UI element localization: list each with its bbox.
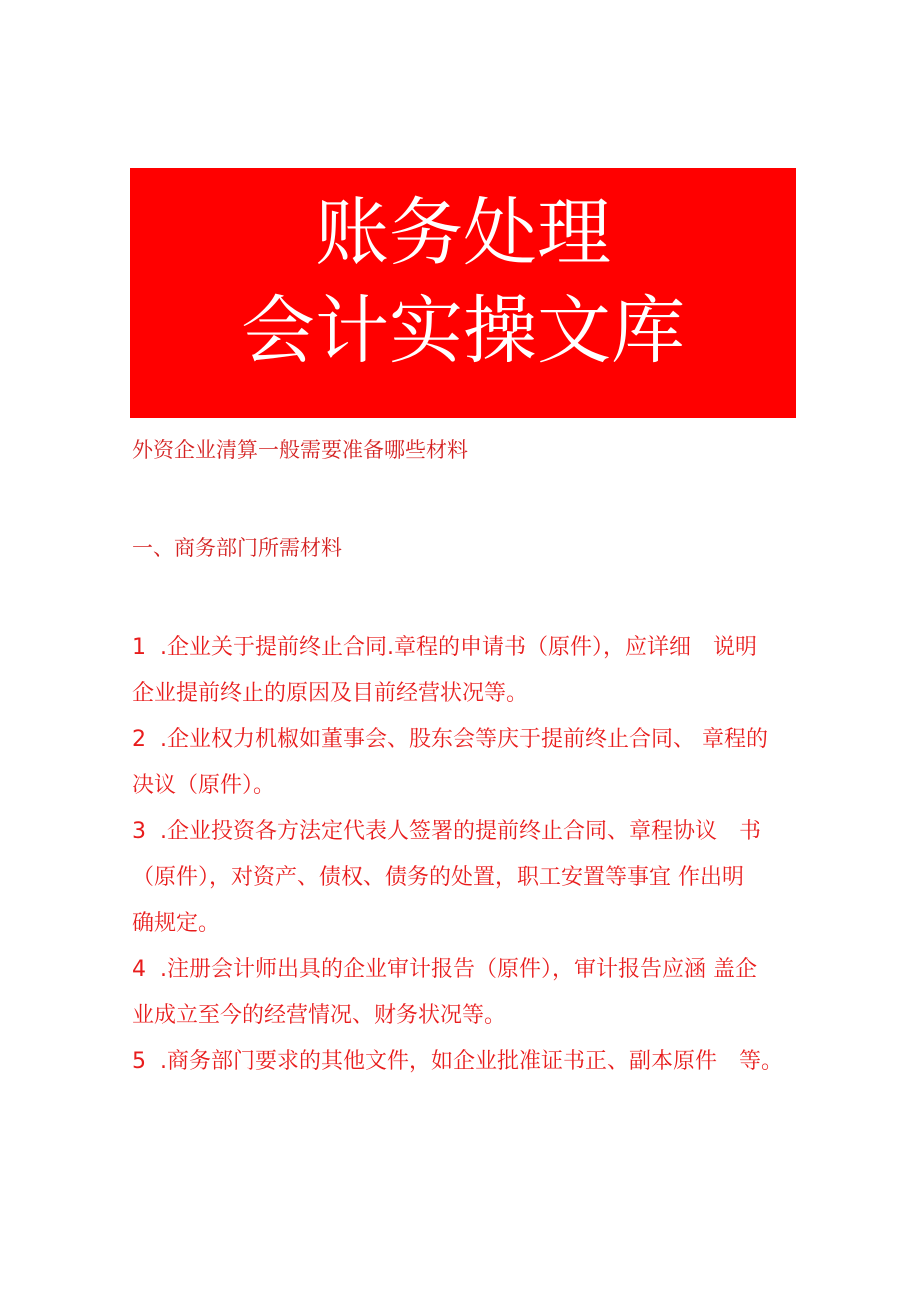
material-list [132,625,812,1085]
list-item-line [132,717,812,763]
list-item [132,717,812,809]
item-number: 3 [132,819,146,844]
list-item-line [132,947,812,993]
list-item-line: 业成立至今的经营情况、财务状况等。 [132,1003,507,1028]
banner [130,168,796,418]
item-number: 2 [132,727,146,752]
item-text: .注册会计师出具的企业审计报告（原件），审计报告应涵 盖企 [160,957,757,982]
list-item [132,1039,812,1085]
banner-title-line-1: 账务处理 [315,190,611,276]
list-item [132,809,812,947]
list-item-line [132,1039,812,1085]
list-item-line [132,809,812,855]
section-heading: 一、商务部门所需材料 [132,536,342,560]
item-number: 5 [132,1049,146,1074]
list-item-line: 企业提前终止的原因及目前经营状况等。 [132,681,529,706]
banner-title-line-2: 会计实操文库 [241,288,685,374]
item-number: 1 [132,635,146,660]
list-item [132,947,812,1039]
document-title: 外资企业清算一般需要准备哪些材料 [132,438,468,462]
item-text: .企业关于提前终止合同.章程的申请书（原件），应详细 说明 [160,635,757,660]
item-number: 4 [132,957,146,982]
item-text: .商务部门要求的其他文件，如企业批准证书正、副本原件 等。 [160,1049,783,1074]
list-item-line: 确规定。 [132,911,221,936]
item-text: .企业投资各方法定代表人签署的提前终止合同、章程协议 书 [160,819,761,844]
item-text: .企业权力机椒如董事会、股东会等庆于提前终止合同、 章程的 [160,727,768,752]
list-item-line: 决议（原件）。 [132,773,276,798]
list-item [132,625,812,717]
list-item-line [132,625,812,671]
list-item-line: （原件），对资产、债权、债务的处置，职工安置等事宜 作出明 [132,865,744,890]
